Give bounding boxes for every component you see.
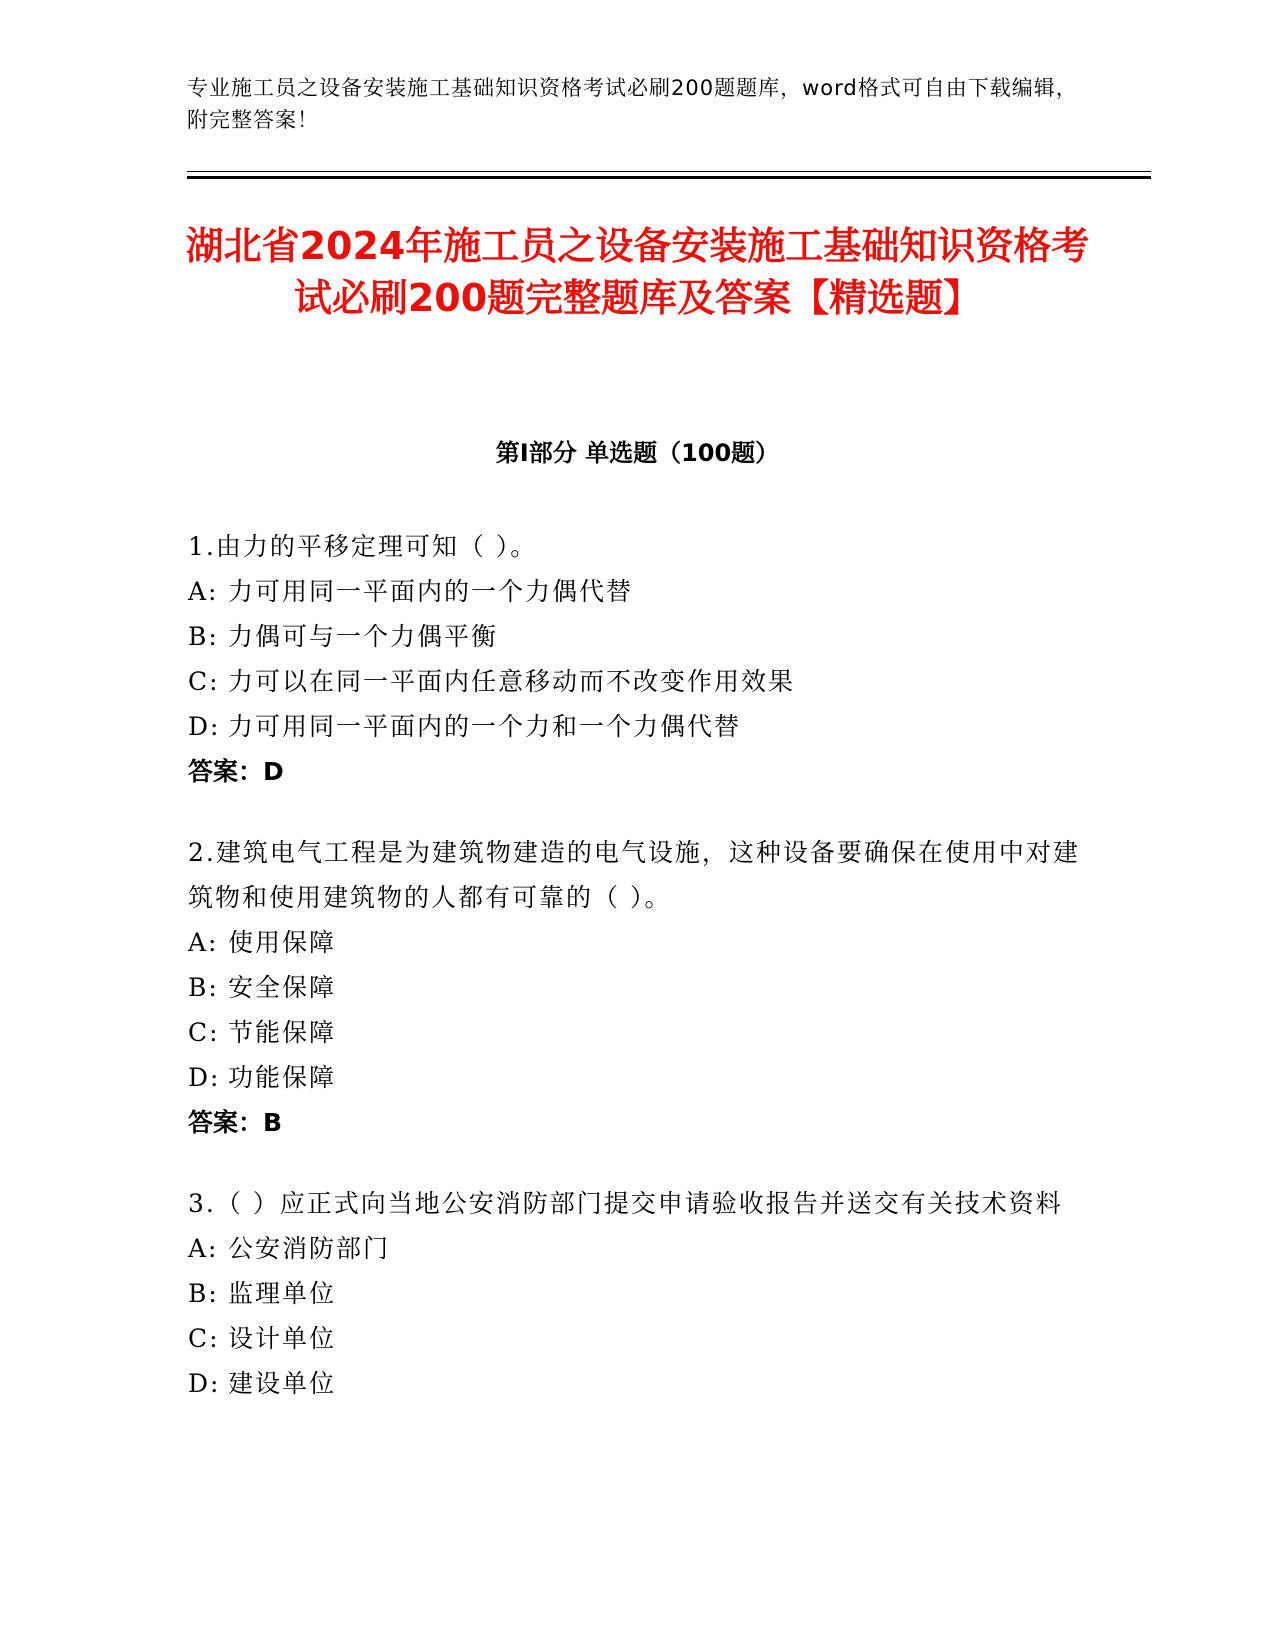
option-text: 力可以在同一平面内任意移动而不改变作用效果	[228, 667, 796, 696]
option-d	[188, 704, 1088, 749]
question-list	[188, 524, 1088, 1442]
option-a	[188, 569, 1088, 614]
question-stem: 1.由力的平移定理可知（ ）。	[188, 532, 538, 561]
document-title: 湖北省2024年施工员之设备安装施工基础知识资格考试必刷200题完整题库及答案【精选题】	[185, 224, 1090, 320]
option-c	[188, 1316, 1088, 1361]
option-text: 力偶可与一个力偶平衡	[228, 622, 499, 651]
option-d	[188, 1055, 1088, 1100]
option-text: 力可用同一平面内的一个力和一个力偶代替	[228, 712, 742, 741]
header-divider-thick	[187, 176, 1151, 179]
option-text: 建设单位	[228, 1369, 337, 1398]
option-c	[188, 1010, 1088, 1055]
option-key: C:	[188, 1018, 220, 1047]
option-d	[188, 1361, 1088, 1406]
option-text: 安全保障	[228, 973, 337, 1002]
question-2	[188, 830, 1088, 1145]
option-text: 功能保障	[228, 1063, 337, 1092]
option-key: B:	[188, 1279, 219, 1308]
header-note: 专业施工员之设备安装施工基础知识资格考试必刷200题题库，word格式可自由下载编辑，附完整答案！	[187, 76, 1078, 132]
option-key: D:	[188, 1063, 221, 1092]
option-text: 节能保障	[228, 1018, 337, 1047]
question-stem: 3.（ ）应正式向当地公安消防部门提交申请验收报告并送交有关技术资料	[188, 1189, 1063, 1218]
option-c	[188, 659, 1088, 704]
option-key: B:	[188, 622, 219, 651]
option-b	[188, 965, 1088, 1010]
option-text: 监理单位	[228, 1279, 337, 1308]
option-key: A:	[188, 928, 219, 957]
question-stem: 2.建筑电气工程是为建筑物建造的电气设施，这种设备要确保在使用中对建筑物和使用建筑物的人都有可靠的（ ）。	[188, 838, 1080, 912]
question-3	[188, 1181, 1088, 1406]
option-key: C:	[188, 667, 220, 696]
section-heading: 第I部分 单选题（100题）	[495, 439, 780, 467]
option-key: A:	[188, 1234, 219, 1263]
option-key: B:	[188, 973, 219, 1002]
option-a	[188, 1226, 1088, 1271]
option-text: 设计单位	[228, 1324, 337, 1353]
option-b	[188, 614, 1088, 659]
option-key: C:	[188, 1324, 220, 1353]
option-b	[188, 1271, 1088, 1316]
answer-line: 答案：D	[188, 757, 284, 786]
option-text: 公安消防部门	[228, 1234, 391, 1263]
option-a	[188, 920, 1088, 965]
option-key: D:	[188, 712, 221, 741]
header-divider-thin	[187, 171, 1151, 172]
option-text: 使用保障	[228, 928, 337, 957]
question-1	[188, 524, 1088, 794]
answer-line: 答案：B	[188, 1108, 283, 1137]
option-text: 力可用同一平面内的一个力偶代替	[228, 577, 634, 606]
option-key: A:	[188, 577, 219, 606]
option-key: D:	[188, 1369, 221, 1398]
